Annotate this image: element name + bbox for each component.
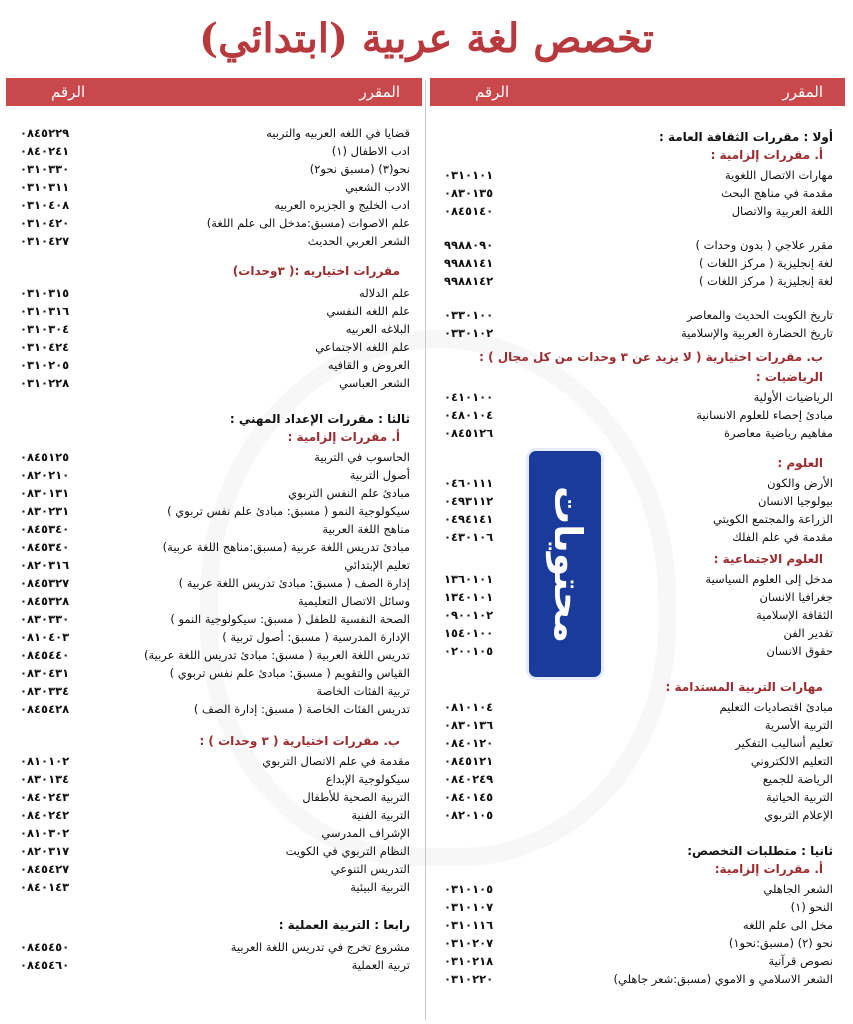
course-name: الشعر العباسي [339, 376, 410, 390]
course-name: بيولوجيا الانسان [758, 494, 833, 508]
course-row [430, 788, 845, 806]
course-row [6, 338, 422, 356]
subsection-heading: أ. مقررات إلزامية : [710, 148, 823, 162]
course-number: ٠٨٤٥٣٤٠ [20, 540, 70, 554]
subsection-heading: مقررات اختياريه :( ٣وحدات) [232, 264, 400, 278]
course-row [6, 374, 422, 392]
course-number: ٠٣١٠٢٠٧ [444, 936, 494, 950]
course-name: التدريس التنوعي [330, 862, 410, 876]
course-row [6, 824, 422, 842]
right-table-header [430, 78, 845, 106]
course-name: الرياضة للجميع [762, 772, 833, 786]
column-divider [425, 80, 426, 1020]
course-number: ٠٨٤٥٣٢٧ [20, 576, 70, 590]
course-number: ٠٨٤٥٤٢٨ [20, 702, 70, 716]
course-row [6, 124, 422, 142]
course-row [6, 502, 422, 520]
course-name: القياس والتقويم ( مسبق: مبادئ علم نفس تربوي ) [169, 666, 410, 680]
course-name: مدخل إلى العلوم السياسية [705, 572, 833, 586]
course-row [6, 610, 422, 628]
subsection-heading: الرياضيات : [755, 370, 823, 384]
course-name: التربية الحياتية [766, 790, 833, 804]
course-row [430, 202, 845, 220]
course-name: مفاهيم رياضية معاصرة [724, 426, 833, 440]
section-heading: رابعا : التربية العملية : [278, 918, 410, 932]
course-row [6, 356, 422, 374]
course-name: تعليم أساليب التفكير [735, 736, 833, 750]
course-number: ٠٨٢٠٣١٦ [20, 558, 70, 572]
course-number: ٠٨٤٥٢٢٩ [20, 126, 70, 140]
subsection-heading: مهارات التربية المستدامة : [665, 680, 823, 694]
course-number: ٠٣١٠٢٢٠ [444, 972, 494, 986]
course-row [430, 916, 845, 934]
course-row [6, 178, 422, 196]
course-number: ٠٨٤٥٣٢٨ [20, 594, 70, 608]
course-number: ٠٨٤٥٤٤٠ [20, 648, 70, 662]
course-row [430, 770, 845, 788]
course-row [430, 324, 845, 342]
course-number: ٠٨٤٠١٤٣ [20, 880, 70, 894]
course-row [6, 878, 422, 896]
course-row [6, 142, 422, 160]
course-number: ٠٣١٠٤٢٧ [20, 234, 70, 248]
subsection-heading: ب. مقررات اختيارية ( لا يزيد عن ٣ وحدات من كل مجال ) : [479, 350, 823, 364]
course-row [430, 474, 845, 492]
course-number: ٠٨٣٠١٣٥ [444, 186, 494, 200]
course-name: تاريخ الحضارة العربية والإسلامية [680, 326, 833, 340]
course-name: مقدمة في علم الاتصال التربوي [262, 754, 410, 768]
course-name: الشعر الجاهلي [763, 882, 833, 896]
course-number: ٠٣١٠٤٠٨ [20, 198, 70, 212]
course-row [6, 574, 422, 592]
course-number: ٠٨٤٥٣٤٠ [20, 522, 70, 536]
course-name: تعليم الإبتدائي [344, 558, 410, 572]
course-name: علم اللغه النفسي [326, 304, 410, 318]
course-name: مخل الى علم اللغه [742, 918, 833, 932]
course-name: التربية البيئية [350, 880, 410, 894]
course-number: ٠٤٨٠١٠٤ [444, 408, 494, 422]
course-row [6, 592, 422, 610]
course-row [430, 388, 845, 406]
course-name: اللغة العربية والاتصال [731, 204, 833, 218]
header-number: الرقم [51, 83, 86, 101]
course-number: ٠٣٣٠١٠٢ [444, 326, 494, 340]
course-number: ٠٨٤٥١٢٦ [444, 426, 494, 440]
course-number: ٠٤٦٠١١١ [444, 476, 494, 490]
section-heading: ثانيا : متطلبات التخصص: [687, 844, 833, 858]
course-name: الإعلام التربوي [764, 808, 833, 822]
course-name: سيكولوجية النمو ( مسبق: مبادئ علم نفس تربوي ) [167, 504, 410, 518]
course-name: علم الدلاله [359, 286, 410, 300]
left-table-header [6, 78, 422, 106]
course-name: لغة إنجليزية ( مركز اللغات ) [699, 256, 833, 270]
course-number: ٠٣١٠٣١٥ [20, 286, 70, 300]
course-row [430, 970, 845, 988]
course-name: النحو (١) [790, 900, 833, 914]
course-number: ٠٨٤٠٢٤٩ [444, 772, 494, 786]
course-row [6, 556, 422, 574]
course-name: الصحة النفسية للطفل ( مسبق: سيكولوجية النمو ) [170, 612, 410, 626]
header-number: الرقم [475, 83, 510, 101]
course-row [430, 734, 845, 752]
course-row [430, 184, 845, 202]
course-name: قضايا في اللغه العربيه والتربيه [266, 126, 410, 140]
course-row [6, 770, 422, 788]
course-number: ٠٨١٠٤٠٣ [20, 630, 70, 644]
course-number: ٠٣١٠١٠٥ [444, 882, 494, 896]
course-row [6, 700, 422, 718]
course-row [430, 306, 845, 324]
course-name: التربية الصحية للأطفال [302, 790, 410, 804]
course-row [430, 752, 845, 770]
course-number: ٠٣١٠٣١١ [20, 180, 70, 194]
course-name: نحو (٢) (مسبق:نحو١) [728, 936, 833, 950]
course-number: ٠٣١٠٢١٨ [444, 954, 494, 968]
course-row [430, 166, 845, 184]
course-row [6, 646, 422, 664]
course-row [6, 302, 422, 320]
course-number: ٠٨٤٠٢٤١ [20, 144, 70, 158]
section-heading: ثالثا : مقررات الإعداد المهني : [229, 412, 410, 426]
course-row [430, 642, 845, 660]
course-row [430, 272, 845, 290]
course-name: مهارات الاتصال اللغوية [725, 168, 833, 182]
course-row [430, 898, 845, 916]
course-name: البلاغه العربيه [345, 322, 410, 336]
course-name: الثقافة الإسلامية [756, 608, 833, 622]
course-name: ادب الاطفال (١) [331, 144, 410, 158]
course-row [6, 682, 422, 700]
course-number: ٠٨٤٠١٢٠ [444, 736, 494, 750]
course-name: العروض و القافيه [327, 358, 410, 372]
subsection-heading: أ. مقررات إلزامية : [287, 430, 400, 444]
subsection-heading: العلوم : [777, 456, 823, 470]
subsection-heading: العلوم الاجتماعية : [713, 552, 823, 566]
watermark-badge: محتويات [526, 448, 604, 680]
course-row [430, 624, 845, 642]
course-name: الإدارة المدرسية ( مسبق: أصول تربية ) [222, 630, 410, 644]
course-number: ٠٨١٠١٠٢ [20, 754, 70, 768]
course-row [430, 698, 845, 716]
course-number: ٠٨٢٠٢١٠ [20, 468, 70, 482]
left-column [6, 78, 422, 972]
course-name: تربية العملية [351, 958, 410, 972]
course-row [430, 934, 845, 952]
course-name: مبادئ اقتصاديات التعليم [719, 700, 833, 714]
course-number: ٩٩٨٨١٤٢ [444, 274, 494, 288]
course-number: ٠٤٣٠١٠٦ [444, 530, 494, 544]
course-number: ٠٣١٠٣٠٤ [20, 322, 70, 336]
course-row [6, 538, 422, 556]
course-row [6, 956, 422, 974]
course-number: ٠٨٤٥١٤٠ [444, 204, 494, 218]
course-name: علم اللغه الاجتماعي [315, 340, 410, 354]
course-row [430, 570, 845, 588]
course-number: ٠٤١٠١٠٠ [444, 390, 494, 404]
course-name: الأرض والكون [767, 476, 833, 490]
course-row [430, 406, 845, 424]
course-row [430, 716, 845, 734]
course-name: تربية الفئات الخاصة [316, 684, 410, 698]
course-row [430, 510, 845, 528]
course-row [430, 880, 845, 898]
course-name: علم الاصوات (مسبق:مدخل الى علم اللغة) [206, 216, 410, 230]
course-name: مبادئ تدريس اللغة عربية (مسبق:مناهج اللغة عربية) [162, 540, 410, 554]
course-name: مبادئ إحصاء للعلوم الانسانية [696, 408, 833, 422]
course-name: الزراعة والمجتمع الكويتي [713, 512, 833, 526]
course-row [430, 588, 845, 606]
course-name: حقوق الانسان [766, 644, 833, 658]
course-number: ١٣٤٠١٠١ [444, 590, 494, 604]
course-number: ٠٣١٠٤٢٤ [20, 340, 70, 354]
course-row [430, 606, 845, 624]
course-number: ١٥٤٠١٠٠ [444, 626, 494, 640]
header-course: المقرر [782, 83, 823, 101]
course-name: مشروع تخرج في تدريس اللغة العربية [230, 940, 410, 954]
course-number: ٠٣١٠٢٢٨ [20, 376, 70, 390]
course-name: الادب الشعبي [345, 180, 410, 194]
course-number: ٠٣١٠١٠١ [444, 168, 494, 182]
course-name: الرياضيات الأولية [753, 390, 833, 404]
course-name: الحاسوب في التربية [314, 450, 410, 464]
course-number: ٠٨٣٠١٣٦ [444, 718, 494, 732]
course-number: ٠٣١٠٢٠٥ [20, 358, 70, 372]
course-row [6, 232, 422, 250]
course-name: جغرافيا الانسان [759, 590, 833, 604]
course-name: الإشراف المدرسي [321, 826, 410, 840]
course-number: ٠٨٤٥١٢٥ [20, 450, 70, 464]
course-name: تدريس الفئات الخاصة ( مسبق: إدارة الصف ) [193, 702, 410, 716]
subsection-heading: أ. مقررات إلزامية: [714, 862, 823, 876]
course-number: ٠٨٣٠٤٣١ [20, 666, 70, 680]
header-course: المقرر [359, 83, 400, 101]
course-row [430, 254, 845, 272]
course-number: ٠٨٣٠٢٣١ [20, 504, 70, 518]
course-name: مقدمة في علم الفلك [732, 530, 833, 544]
course-name: مقدمة في مناهج البحث [721, 186, 833, 200]
course-row [430, 952, 845, 970]
course-number: ٩٩٨٨١٤١ [444, 256, 494, 270]
course-number: ٠٤٩٣١١٢ [444, 494, 494, 508]
course-number: ٠٣١٠١٠٧ [444, 900, 494, 914]
course-name: النظام التربوي في الكويت [285, 844, 410, 858]
course-number: ٠٨١٠١٠٤ [444, 700, 494, 714]
course-name: الشعر العربي الحديث [307, 234, 410, 248]
course-number: ٠٨٤٠٢٤٢ [20, 808, 70, 822]
course-row [6, 752, 422, 770]
course-number: ٠٣١٠٣١٦ [20, 304, 70, 318]
course-number: ٠٤٩٤١٤١ [444, 512, 494, 526]
course-row [6, 842, 422, 860]
course-number: ٠٣٣٠١٠٠ [444, 308, 494, 322]
course-row [6, 806, 422, 824]
course-row [6, 466, 422, 484]
course-row [6, 664, 422, 682]
course-row [6, 160, 422, 178]
course-row [6, 788, 422, 806]
course-row [6, 196, 422, 214]
course-number: ٠٨٣٠١٣١ [20, 486, 70, 500]
course-number: ٠٨١٠٣٠٢ [20, 826, 70, 840]
course-row [430, 806, 845, 824]
course-row [6, 484, 422, 502]
course-number: ٠٢٠٠١٠٥ [444, 644, 494, 658]
course-row [6, 520, 422, 538]
course-number: ٠٨٤٥١٢١ [444, 754, 494, 768]
course-row [6, 448, 422, 466]
course-row [6, 860, 422, 878]
course-number: ٠٨٤٥٤٢٧ [20, 862, 70, 876]
course-row [6, 628, 422, 646]
course-number: ٠٨٤٠٢٤٣ [20, 790, 70, 804]
course-number: ٠٨٣٠٣٣٤ [20, 684, 70, 698]
course-number: ٩٩٨٨٠٩٠ [444, 238, 494, 252]
course-number: ٠٨٣٠١٣٤ [20, 772, 70, 786]
course-name: أصول التربية [349, 468, 410, 482]
course-number: ٠٣١٠١١٦ [444, 918, 494, 932]
course-name: سيكولوجية الإبداع [325, 772, 410, 786]
course-number: ٠٨٤٥٤٦٠ [20, 958, 70, 972]
course-name: لغة إنجليزية ( مركز اللغات ) [699, 274, 833, 288]
course-number: ٠٨٤٠١٤٥ [444, 790, 494, 804]
course-row [6, 214, 422, 232]
course-name: تاريخ الكويت الحديث والمعاصر [686, 308, 833, 322]
course-number: ١٣٦٠١٠١ [444, 572, 494, 586]
course-number: ٠٨٣٠٣٣٠ [20, 612, 70, 626]
course-name: الشعر الاسلامي و الاموي (مسبق:شعر جاهلي) [613, 972, 833, 986]
course-row [6, 938, 422, 956]
course-name: التربية الأسرية [764, 718, 833, 732]
course-number: ٠٩٠٠١٠٢ [444, 608, 494, 622]
course-name: تدريس اللغة العربية ( مسبق: مبادئ تدريس اللغة عربية) [143, 648, 410, 662]
course-name: التعليم الالكتروني [750, 754, 833, 768]
course-row [6, 320, 422, 338]
subsection-heading: ب. مقررات اختيارية ( ٣ وحدات ) : [199, 734, 400, 748]
course-name: إدارة الصف ( مسبق: مبادئ تدريس اللغة عربية ) [178, 576, 410, 590]
course-row [430, 528, 845, 546]
course-number: ٠٣١٠٣٣٠ [20, 162, 70, 176]
page-title: تخصص لغة عربية (ابتدائي) [199, 15, 654, 62]
section-heading: أولا : مقررات الثقافة العامة : [658, 130, 833, 144]
course-number: ٠٨٤٥٤٥٠ [20, 940, 70, 954]
course-row [6, 284, 422, 302]
course-number: ٠٨٢٠١٠٥ [444, 808, 494, 822]
course-name: التربية الفنية [351, 808, 410, 822]
course-name: نصوص قرآنية [768, 954, 833, 968]
course-name: مبادئ علم النفس التربوي [288, 486, 410, 500]
course-name: مناهج اللغة العربية [322, 522, 410, 536]
course-name: ادب الخليج و الجزيره العربيه [274, 198, 410, 212]
course-name: وسائل الاتصال التعليمية [298, 594, 410, 608]
course-number: ٠٨٢٠٣١٧ [20, 844, 70, 858]
course-name: نحو(٣) (مسبق نحو٢) [309, 162, 410, 176]
course-number: ٠٣١٠٤٢٠ [20, 216, 70, 230]
course-row [430, 424, 845, 442]
course-row [430, 492, 845, 510]
course-row [430, 236, 845, 254]
course-name: تقدير الفن [783, 626, 833, 640]
course-name: مقرر علاجي ( بدون وحدات ) [695, 238, 833, 252]
